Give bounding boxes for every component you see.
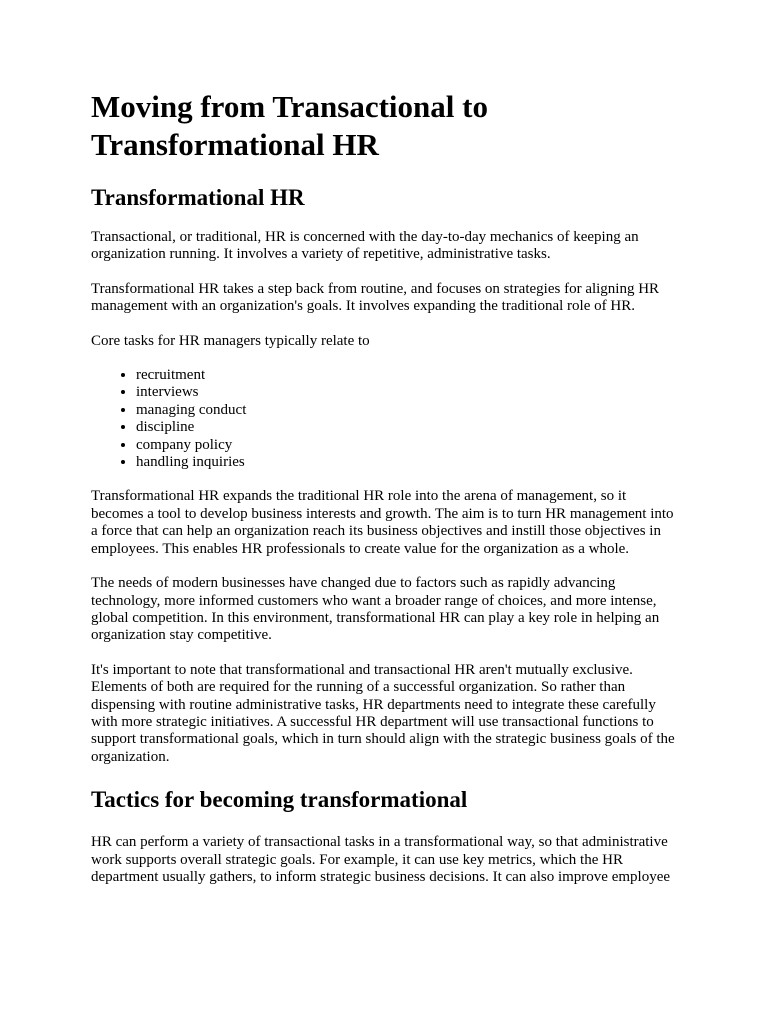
list-item: • discipline bbox=[136, 419, 678, 436]
list-item: • company policy bbox=[136, 437, 678, 454]
section-heading-transformational-hr: Transformational HR bbox=[91, 185, 305, 210]
list-item: • interviews bbox=[136, 384, 678, 401]
list-item: • recruitment bbox=[136, 367, 678, 384]
list-item: • handling inquiries bbox=[136, 454, 678, 471]
paragraph: Core tasks for HR managers typically relate to bbox=[91, 332, 370, 349]
document-title: Moving from Transactional to Transformational HR bbox=[91, 89, 488, 162]
paragraph: Transformational HR expands the traditional HR role into the arena of management, so it becomes a tool to develop business interests and growth. The aim is to turn HR management into a force that can help an organization reach its business objectives and instill those objectives in employees. This enables HR professionals to create value for the organization as a whole. bbox=[91, 488, 674, 557]
core-tasks-list bbox=[91, 367, 678, 471]
list-item: • managing conduct bbox=[136, 402, 678, 419]
paragraph: Transformational HR takes a step back from routine, and focuses on strategies for aligning HR management with an organization's goals. It involves expanding the traditional role of HR. bbox=[91, 280, 660, 315]
paragraph: HR can perform a variety of transactional tasks in a transformational way, so that administrative work supports overall strategic goals. For example, it can use key metrics, which the HR department usually gathers, to inform strategic business decisions. It can also improve employee bbox=[91, 834, 671, 885]
paragraph: It's important to note that transformational and transactional HR aren't mutually exclusive. Elements of both are required for the running of a successful organization. So rather than dispensing with routine administrative tasks, HR departments need to integrate these carefully with more strategic initiatives. A successful HR department will use transactional functions to support transformational goals, which in turn should align with the strategic business goals of the organization. bbox=[91, 661, 675, 765]
section-heading-tactics: Tactics for becoming transformational bbox=[91, 787, 468, 813]
paragraph: Transactional, or traditional, HR is concerned with the day-to-day mechanics of keeping an organization running. It involves a variety of repetitive, administrative tasks. bbox=[91, 229, 639, 263]
paragraph: The needs of modern businesses have changed due to factors such as rapidly advancing technology, more informed customers who want a broader range of choices, and more intense, global competition. In this environment, transformational HR can play a key role in helping an organization stay competitive. bbox=[91, 575, 660, 644]
